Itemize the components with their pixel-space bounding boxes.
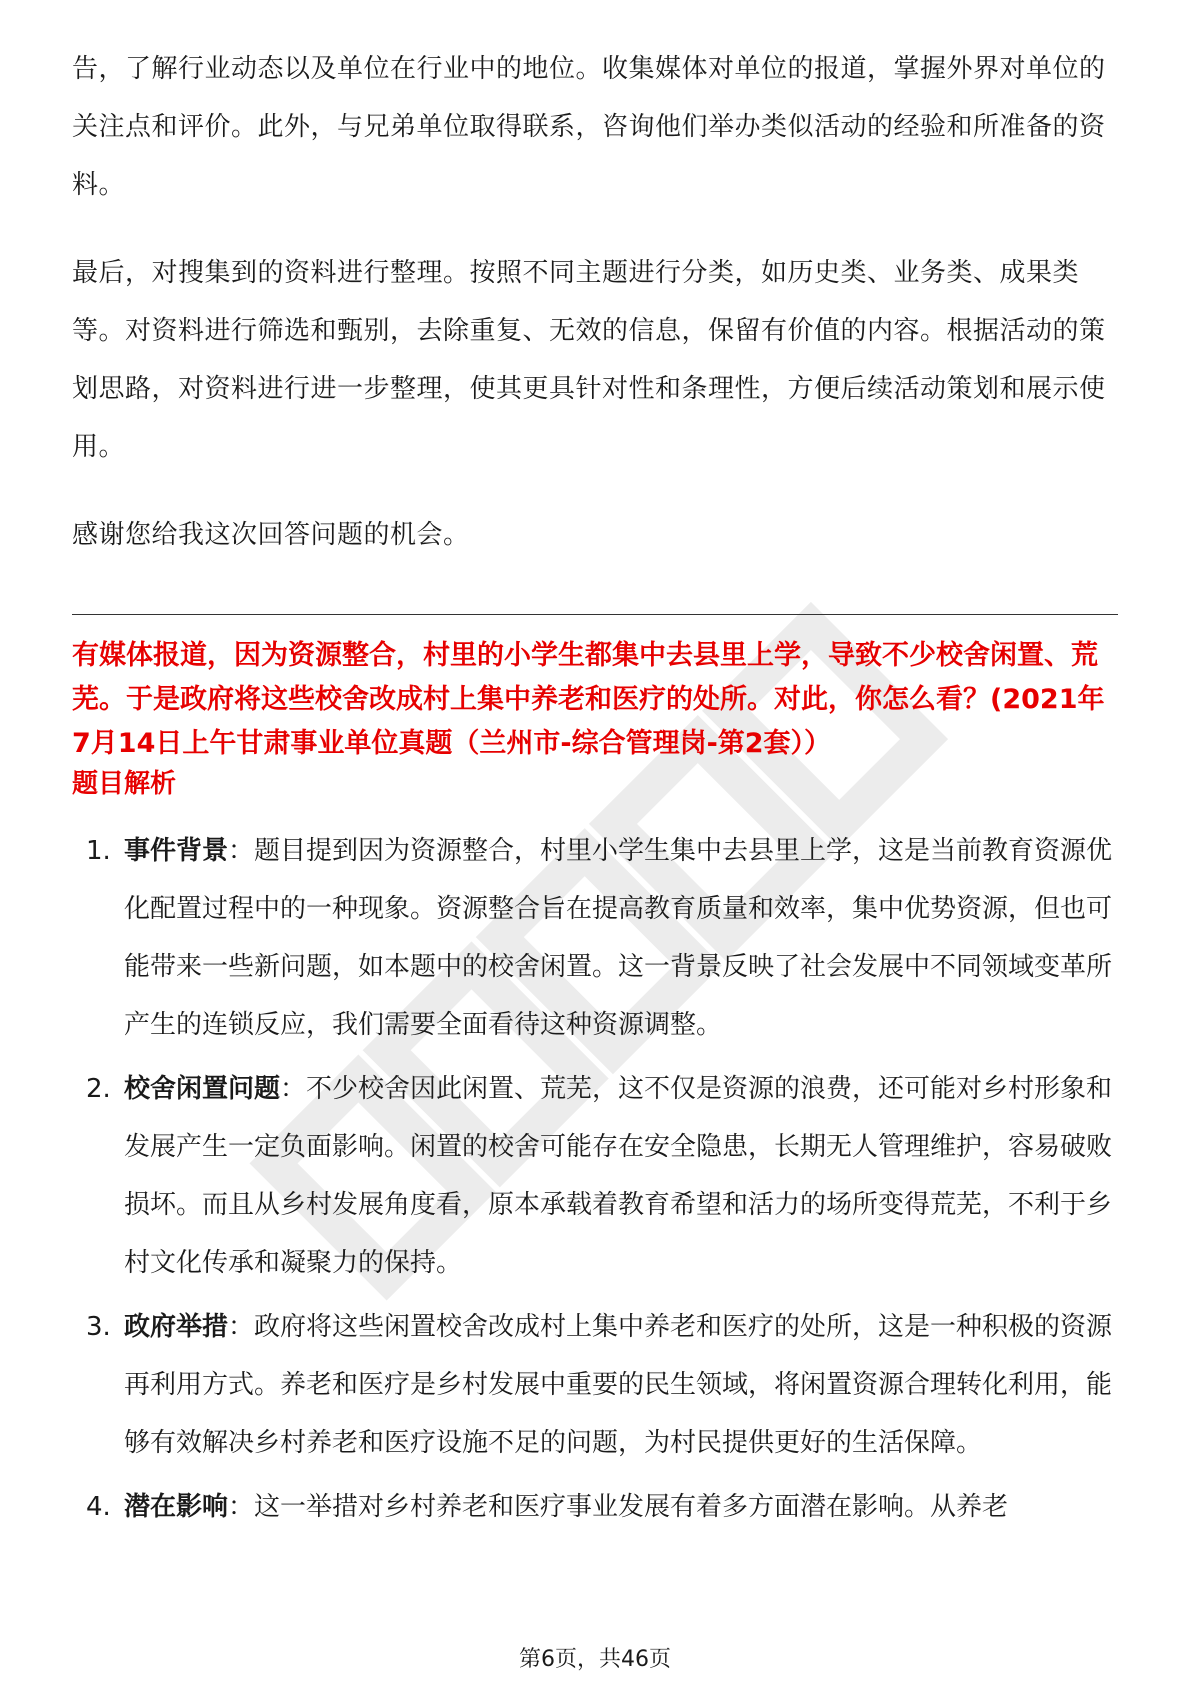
top-text-block xyxy=(72,40,1118,564)
list-item-term: 政府举措 xyxy=(124,1312,229,1342)
list-item-text: ：题目提到因为资源整合，村里小学生集中去县里上学，这是当前教育资源优化配置过程中的一种现象。资源整合旨在提高教育质量和效率，集中优势资源，但也可能带来一些新问题，如本题中的校舍闲置。这一背景反映了社会发展中不同领域变革所产生的连锁反应，我们需要全面看待这种资源调整。 xyxy=(124,836,1113,1040)
list-item-term: 事件背景 xyxy=(124,836,229,866)
paragraph-1: 告，了解行业动态以及单位在行业中的地位。收集媒体对单位的报道，掌握外界对单位的关注点和评价。此外，与兄弟单位取得联系，咨询他们举办类似活动的经验和所准备的资料。 xyxy=(72,54,1106,200)
list-item-number: 3. xyxy=(86,1312,111,1342)
question-heading: 有媒体报道，因为资源整合，村里的小学生都集中去县里上学，导致不少校舍闲置、荒芜。于是政府将这些校舍改成村上集中养老和医疗的处所。对此，你怎么看？(2021年7月14日上午甘肃事业单位真题（兰州市-综合管理岗-第2套）） xyxy=(72,640,1105,759)
list-item-number: 1. xyxy=(86,836,111,866)
list-item xyxy=(72,1478,1118,1536)
list-item xyxy=(72,1298,1118,1472)
analysis-list xyxy=(72,822,1118,1536)
list-item-text: ：这一举措对乡村养老和医疗事业发展有着多方面潜在影响。从养老 xyxy=(228,1492,1009,1522)
list-item-number: 4. xyxy=(86,1492,111,1522)
paragraph-2: 最后，对搜集到的资料进行整理。按照不同主题进行分类，如历史类、业务类、成果类等。对资料进行筛选和甄别，去除重复、无效的信息，保留有价值的内容。根据活动的策划思路，对资料进行进一步整理，使其更具针对性和条理性，方便后续活动策划和展示使用。 xyxy=(72,258,1106,462)
list-item-number: 2. xyxy=(86,1074,111,1104)
list-item-text: ：不少校舍因此闲置、荒芜，这不仅是资源的浪费，还可能对乡村形象和发展产生一定负面影响。闲置的校舍可能存在安全隐患，长期无人管理维护，容易破败损坏。而且从乡村发展角度看，原本承载着教育希望和活力的场所变得荒芜，不利于乡村文化传承和凝聚力的保持。 xyxy=(124,1074,1113,1278)
list-item xyxy=(72,822,1118,1054)
list-item-text: ：政府将这些闲置校舍改成村上集中养老和医疗的处所，这是一种积极的资源再利用方式。养老和医疗是乡村发展中重要的民生领域，将闲置资源合理转化利用，能够有效解决乡村养老和医疗设施不足的问题，为村民提供更好的生活保障。 xyxy=(124,1312,1113,1458)
list-item-term: 校舍闲置问题 xyxy=(124,1074,281,1104)
analysis-title: 题目解析 xyxy=(72,769,177,799)
page-number-footer: 第6页，共46页 xyxy=(519,1647,671,1672)
list-item-term: 潜在影响 xyxy=(124,1492,229,1522)
paragraph-closing: 感谢您给我这次回答问题的机会。 xyxy=(72,520,470,550)
list-item xyxy=(72,1060,1118,1292)
section-divider xyxy=(72,614,1118,615)
